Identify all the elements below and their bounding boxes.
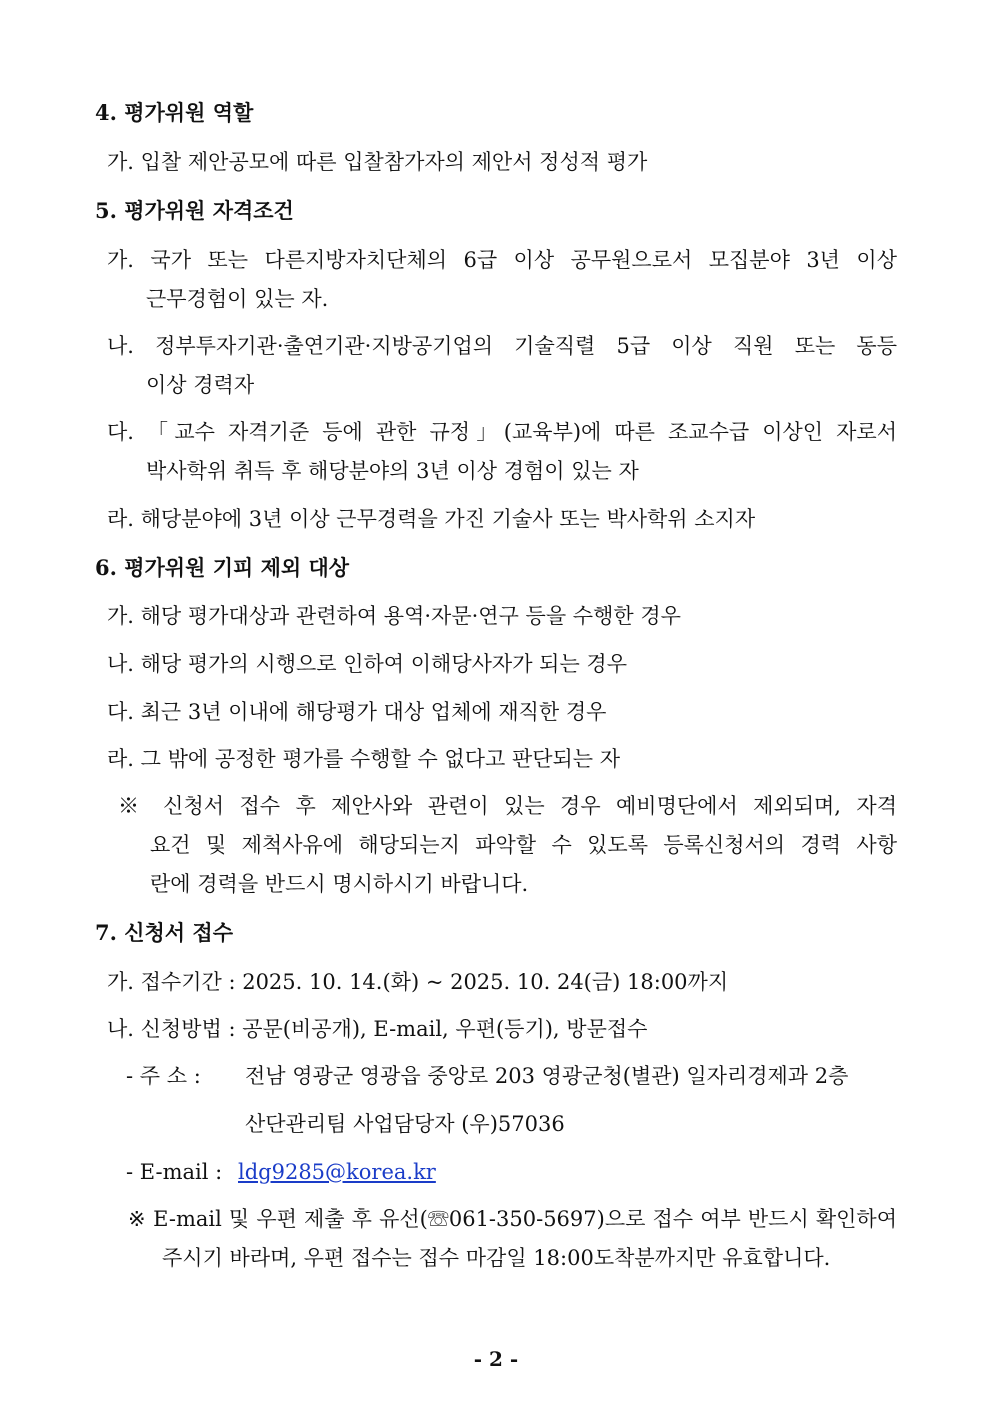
section-6-item-ra: 라. 그 밖에 공정한 평가를 수행할 수 없다고 판단되는 자 [107, 747, 621, 771]
section-6-item-na: 나. 해당 평가의 시행으로 인하여 이해당사자가 되는 경우 [107, 652, 627, 676]
page-number: - 2 - [473, 1347, 519, 1371]
section-5-item-na: 나. 정부투자기관·출연기관·지방공기업의 기술직렬 5급 이상 직원 또는 동등 [107, 334, 897, 358]
section-7-heading: 7. 신청서 접수 [95, 920, 233, 945]
section-5-item-da-cont: 박사학위 취득 후 해당분야의 3년 이상 경험이 있는 자 [146, 459, 639, 483]
section-5-item-na-cont: 이상 경력자 [146, 373, 255, 397]
address-label: - 주 소 : [126, 1064, 201, 1088]
section-5-item-ra: 라. 해당분야에 3년 이상 근무경력을 가진 기술사 또는 박사학위 소지자 [107, 507, 756, 531]
section-6-item-ga: 가. 해당 평가대상과 관련하여 용역·자문·연구 등을 수행한 경우 [107, 604, 681, 628]
section-5-item-da: 다. 「교수 자격기준 등에 관한 규정」(교육부)에 따른 조교수급 이상인 자로서 [107, 420, 897, 444]
section-7-note-line-2: 주시기 바라며, 우편 접수는 접수 마감일 18:00도착분까지만 유효합니다. [162, 1246, 831, 1270]
address-line-1: 전남 영광군 영광읍 중앙로 203 영광군청(별관) 일자리경제과 2층 [245, 1064, 849, 1088]
submission-period: 가. 접수기간 : 2025. 10. 14.(화) ~ 2025. 10. 24(금) 18:00까지 [107, 970, 729, 994]
section-5-item-ga-cont: 근무경험이 있는 자. [146, 287, 329, 311]
email-label: - E-mail : [126, 1160, 223, 1184]
section-6-note-line-1: ※ 신청서 접수 후 제안사와 관련이 있는 경우 예비명단에서 제외되며, 자격 [118, 794, 897, 818]
section-7-note-line-1: ※ E-mail 및 우편 제출 후 유선(☏061-350-5697)으로 접수 여부 반드시 확인하여 [128, 1207, 897, 1231]
section-5-heading: 5. 평가위원 자격조건 [95, 198, 294, 223]
submission-method: 나. 신청방법 : 공문(비공개), E-mail, 우편(등기), 방문접수 [107, 1017, 648, 1041]
section-5-item-ga: 가. 국가 또는 다른지방자치단체의 6급 이상 공무원으로서 모집분야 3년 이상 [107, 248, 897, 272]
email-link[interactable]: ldg9285@korea.kr [238, 1160, 436, 1184]
section-6-note-line-3: 란에 경력을 반드시 명시하시기 바랍니다. [150, 872, 529, 896]
section-6-note-line-2: 요건 및 제척사유에 해당되는지 파악할 수 있도록 등록신청서의 경력 사항 [150, 833, 897, 857]
section-6-item-da: 다. 최근 3년 이내에 해당평가 대상 업체에 재직한 경우 [107, 700, 607, 724]
section-4-item-ga: 가. 입찰 제안공모에 따른 입찰참가자의 제안서 정성적 평가 [107, 150, 648, 174]
address-line-2: 산단관리팀 사업담당자 (우)57036 [245, 1112, 565, 1136]
section-6-heading: 6. 평가위원 기피 제외 대상 [95, 555, 350, 580]
section-4-heading: 4. 평가위원 역할 [95, 100, 254, 125]
